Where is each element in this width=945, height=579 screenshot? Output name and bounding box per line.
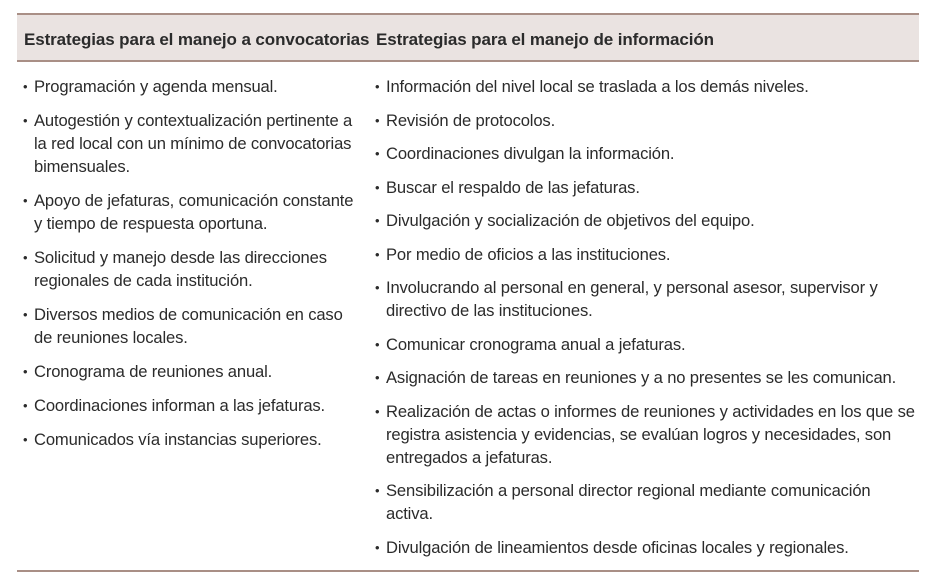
list-item: • Solicitud y manejo desde las direcciones regionales de cada institución. [23, 246, 363, 292]
list-item: • Realización de actas o informes de reuniones y actividades en los que se registra asistencia y evidencias, se evalúan logros y necesidades, son entregados a jefaturas. [375, 400, 915, 469]
list-item: • Coordinaciones informan a las jefaturas. [23, 394, 363, 417]
list-item: • Apoyo de jefaturas, comunicación constante y tiempo de respuesta oportuna. [23, 189, 363, 235]
header-convocatorias: Estrategias para el manejo a convocatorias [24, 30, 370, 49]
table-header-row [17, 15, 919, 61]
list-item: • Involucrando al personal en general, y personal asesor, supervisor y directivo de las instituciones. [375, 276, 915, 322]
header-informacion: Estrategias para el manejo de información [376, 30, 714, 49]
table-bottom-rule [17, 570, 919, 572]
list-item: • Diversos medios de comunicación en caso de reuniones locales. [23, 303, 363, 349]
informacion-list [375, 75, 915, 569]
list-item: • Buscar el respaldo de las jefaturas. [375, 176, 915, 199]
list-item: • Divulgación de lineamientos desde oficinas locales y regionales. [375, 536, 915, 559]
list-item: • Comunicados vía instancias superiores. [23, 428, 363, 451]
list-item: • Información del nivel local se traslada a los demás niveles. [375, 75, 915, 98]
list-item: • Sensibilización a personal director regional mediante comunicación activa. [375, 479, 915, 525]
list-item: • Divulgación y socialización de objetivos del equipo. [375, 209, 915, 232]
list-item: • Coordinaciones divulgan la información. [375, 142, 915, 165]
list-item: • Programación y agenda mensual. [23, 75, 363, 98]
list-item: • Por medio de oficios a las instituciones. [375, 243, 915, 266]
convocatorias-list [23, 75, 363, 462]
list-item: • Comunicar cronograma anual a jefaturas. [375, 333, 915, 356]
table-header-rule [17, 60, 919, 62]
list-item: • Autogestión y contextualización pertinente a la red local con un mínimo de convocatorias bimensuales. [23, 109, 363, 178]
list-item: • Asignación de tareas en reuniones y a no presentes se les comunican. [375, 366, 915, 389]
list-item: • Revisión de protocolos. [375, 109, 915, 132]
list-item: • Cronograma de reuniones anual. [23, 360, 363, 383]
